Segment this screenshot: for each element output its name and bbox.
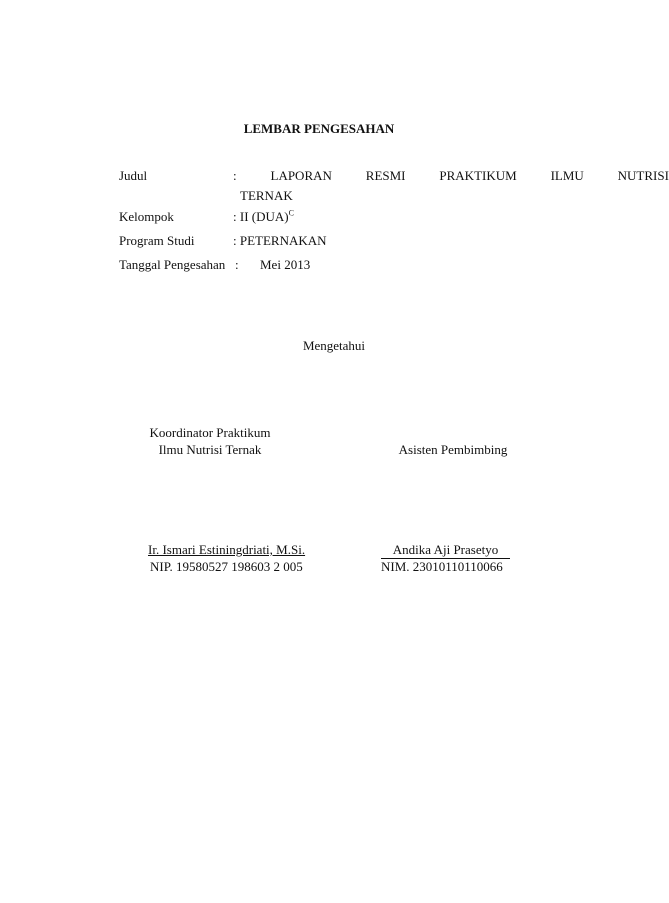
- judul-label: Judul: [119, 168, 148, 183]
- judul-word: ILMU: [550, 168, 584, 183]
- kelompok-label: Kelompok: [119, 209, 174, 224]
- judul-word: RESMI: [365, 168, 406, 183]
- judul-word: NUTRISI: [617, 168, 669, 183]
- program-studi-label: Program Studi: [119, 233, 195, 248]
- judul-word: LAPORAN: [270, 168, 332, 183]
- left-signatory-id: NIP. 19580527 198603 2 005: [150, 559, 303, 574]
- left-role-line2: Ilmu Nutrisi Ternak: [158, 442, 262, 457]
- right-signatory-role: Asisten Pembimbing: [398, 442, 508, 457]
- left-signatory-name: [148, 541, 305, 558]
- page-title: LEMBAR PENGESAHAN: [243, 121, 395, 136]
- judul-row: [119, 167, 669, 185]
- kelompok-superscript: C: [288, 208, 294, 218]
- kelompok-value-text: : II (DUA): [233, 209, 289, 224]
- right-signatory-name: Andika Aji Prasetyo: [381, 541, 510, 559]
- judul-value-line1: [233, 167, 669, 185]
- tanggal-label: Tanggal Pengesahan: [119, 257, 226, 272]
- kelompok-value: [233, 208, 294, 226]
- tanggal-colon: :: [235, 257, 239, 272]
- program-studi-value: : PETERNAKAN: [233, 233, 327, 248]
- judul-word: PRAKTIKUM: [439, 168, 517, 183]
- left-role-line1: Koordinator Praktikum: [149, 425, 271, 440]
- mengetahui-text: Mengetahui: [302, 338, 366, 353]
- judul-value-line2: TERNAK: [240, 188, 293, 203]
- tanggal-value: Mei 2013: [260, 257, 311, 272]
- left-signatory-role: [120, 424, 300, 458]
- left-name-text: Ir. Ismari Estiningdriati, M.Si.: [148, 542, 306, 557]
- judul-colon: :: [233, 168, 237, 183]
- right-signatory-id: NIM. 23010110110066: [381, 559, 503, 574]
